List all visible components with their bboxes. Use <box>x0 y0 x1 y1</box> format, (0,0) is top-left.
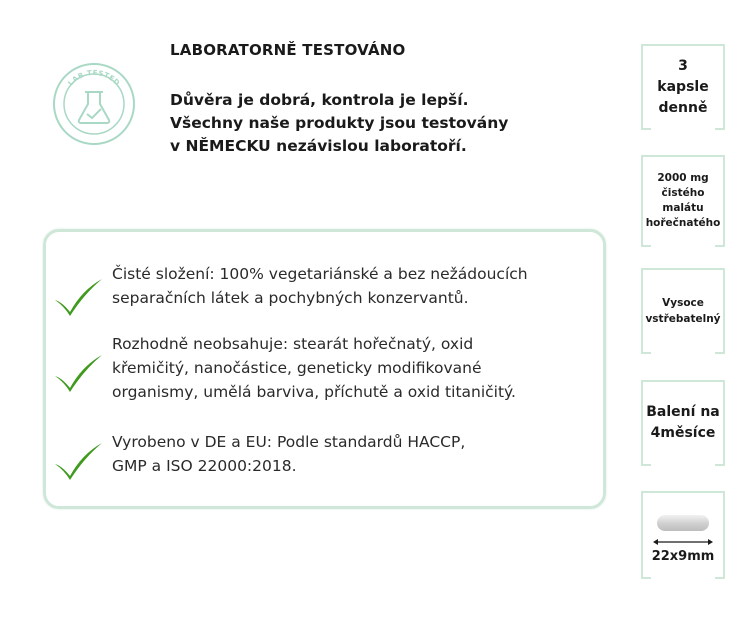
spec-content <box>641 155 725 245</box>
checkmark-icon <box>52 440 104 482</box>
spec-line: kapsle <box>657 78 709 95</box>
capsule-icon <box>657 515 709 531</box>
spec-line: 3 <box>678 57 688 74</box>
trust-line: v NĚMECKU nezávislou laboratoří. <box>170 137 467 155</box>
spec-line: 22x9mm <box>651 548 715 564</box>
trust-line: Důvěra je dobrá, kontrola je lepší. <box>170 91 469 109</box>
spec-dosage <box>641 44 725 128</box>
spec-package <box>641 380 725 464</box>
spec-line: 4měsíce <box>650 425 716 441</box>
checkmark-icon <box>52 276 104 318</box>
feature-text <box>112 332 592 404</box>
badge-text: LAB TESTED <box>66 68 122 88</box>
feature-line: separačních látek a pochybných konzervantů. <box>112 289 469 307</box>
feature-line: Vyrobeno v DE a EU: Podle standardů HACCP, <box>112 433 466 451</box>
checkmark-icon <box>52 352 104 394</box>
spec-line: malátu <box>662 202 704 214</box>
svg-text:LAB TESTED <box>67 69 122 88</box>
feature-line: Čisté složení: 100% vegetariánské a bez nežádoucích <box>112 265 528 283</box>
spec-line: hořečnatého <box>645 217 721 229</box>
trust-line: Všechny naše produkty jsou testovány <box>170 114 509 132</box>
feature-text <box>112 262 592 310</box>
spec-line: 2000 mg <box>657 172 709 184</box>
feature-line: křemičitý, nanočástice, geneticky modifikované <box>112 359 482 377</box>
spec-capsule-size <box>641 491 725 577</box>
spec-line: denně <box>658 99 708 116</box>
lab-tested-badge-icon <box>52 62 136 146</box>
spec-line: Balení na <box>646 404 720 420</box>
section-title: LABORATORNĚ TESTOVÁNO <box>170 41 406 59</box>
feature-line: Rozhodně neobsahuje: stearát hořečnatý, oxid <box>112 335 474 353</box>
feature-line: organismy, umělá barviva, příchutě a oxid titaničitý. <box>112 383 516 401</box>
double-arrow-icon <box>652 537 714 547</box>
feature-line: GMP a ISO 22000:2018. <box>112 457 297 475</box>
spec-line: čistého <box>661 187 705 199</box>
trust-statement <box>170 89 610 158</box>
spec-absorption <box>641 268 725 352</box>
feature-text <box>112 430 592 478</box>
spec-line: Vysoce <box>662 297 704 309</box>
spec-line: vstřebatelný <box>645 313 721 325</box>
features-card <box>43 229 606 509</box>
